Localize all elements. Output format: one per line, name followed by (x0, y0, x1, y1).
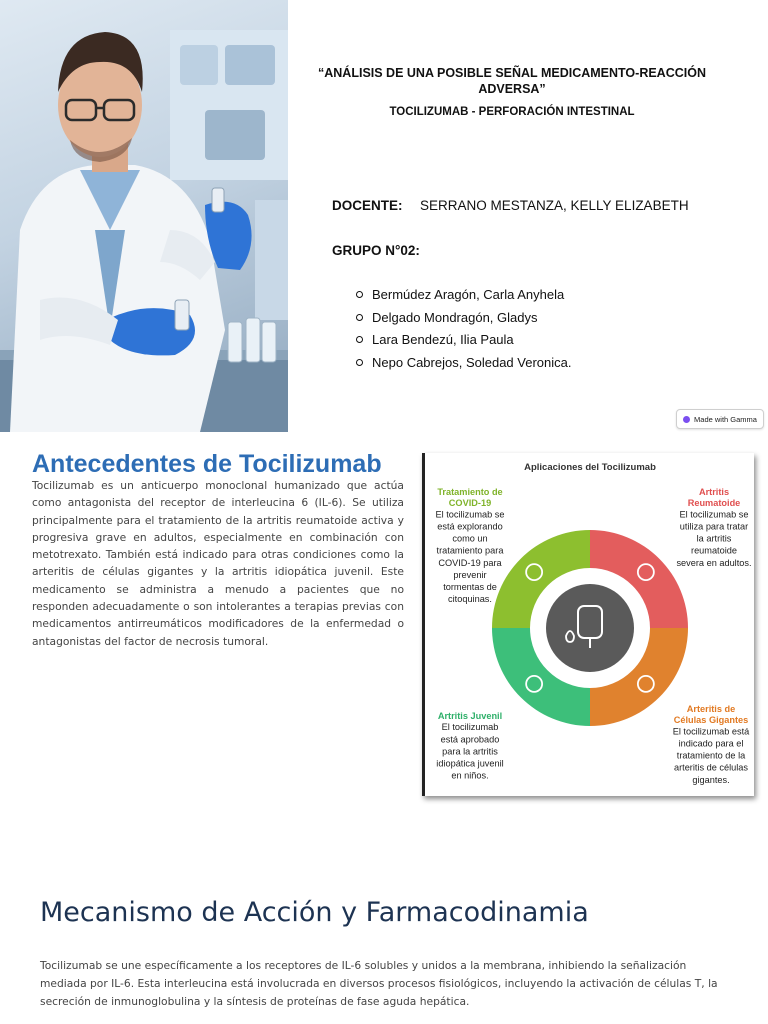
member-name: Lara Bendezú, Ilia Paula (372, 332, 514, 347)
segment-text: tormentas de (443, 582, 497, 592)
cover-photo (0, 0, 288, 432)
segment-text: está explorando (437, 521, 503, 532)
member-name: Bermúdez Aragón, Carla Anyhela (372, 287, 565, 302)
segment-text: arteritis de células (673, 762, 749, 773)
docente-name: SERRANO MESTANZA, KELLY ELIZABETH (420, 198, 689, 213)
segment-heading: Tratamiento de (437, 487, 503, 497)
bullet-icon (356, 291, 363, 298)
bullet-icon (356, 336, 363, 343)
segment-text: El tocilizumab (441, 722, 499, 733)
segment-text: idiopática juvenil (436, 758, 504, 769)
cover-title: “ANÁLISIS DE UNA POSIBLE SEÑAL MEDICAMENTO-REACCIÓN ADVERSA” (318, 66, 706, 96)
segment-text: para la artritis (442, 746, 498, 757)
segment-text: utiliza para tratar (679, 521, 749, 532)
member-item (355, 287, 571, 310)
segment-text: severa en adultos. (676, 557, 752, 568)
segment-text: la artritis (696, 533, 732, 544)
segment-text: indicado para el (678, 738, 744, 749)
segment-heading: Reumatoide (687, 498, 741, 509)
segment-text: como un (452, 533, 488, 544)
bullet-icon (356, 359, 363, 366)
member-name: Nepo Cabrejos, Soledad Veronica. (372, 354, 572, 370)
member-list (355, 287, 571, 377)
segment-heading: Artritis Juvenil (437, 711, 503, 721)
mecanismo-body: Tocilizumab se une específicamente a los receptores de IL-6 solubles y unidos a la membrana, inhibiendo la señalización mediada por IL-6. Esta interleucina está involucrada en diversos procesos fisiológicos, incluyendo la activación de células T, la secreción de inmunoglobulina y la síntesis de proteínas de fase aguda hepática. (40, 959, 718, 1008)
segment-text: está aprobado (440, 734, 500, 745)
segment-text: tratamiento de la (676, 750, 746, 761)
segment-heading: COVID-19 (448, 498, 492, 509)
aplicaciones-infographic (422, 453, 754, 796)
segment-text: prevenir (453, 569, 487, 580)
scientist-illustration (0, 0, 288, 432)
segment-text: El tocilizumab se (435, 509, 505, 520)
antecedentes-title: Antecedentes de Tocilizumab (32, 450, 382, 478)
segment-heading: Arteritis de (686, 704, 736, 714)
center-disk (546, 584, 634, 672)
made-with-gamma-badge[interactable] (676, 409, 764, 429)
mecanismo-title: Mecanismo de Acción y Farmacodinamia (40, 897, 589, 928)
segment-heading: Artritis (698, 487, 730, 497)
infographic-title: Aplicaciones del Tocilizumab (524, 462, 656, 473)
segment-text: COVID-19 para (438, 557, 502, 568)
infographic-svg (425, 453, 754, 796)
segment-text: en niños. (451, 770, 489, 781)
docente-label: DOCENTE: (332, 198, 403, 213)
grupo-label: GRUPO N°02: (332, 243, 420, 258)
member-item (355, 332, 571, 355)
antecedentes-body: Tocilizumab es un anticuerpo monoclonal humanizado que actúa como antagonista del receptor de interleucina 6 (IL-6). Se utiliza principalmente para el tratamiento de la artritis reumatoide activa y progresiva grave en adultos, especialmente en combinación con metotrexato. También está indicado para otras condiciones como la arteritis de células gigantes y la artritis idiopática juvenil. Este medicamento se administra a menudo a pacientes que no responden adecuadamente o son intolerantes a terapias previas con medicamentos antirreumáticos modificadores de la enfermedad o antagonistas del factor de necrosis tumoral. (32, 479, 404, 648)
segment-text: citoquinas. (448, 594, 492, 605)
member-item (355, 355, 571, 378)
gamma-icon (683, 416, 690, 423)
segment-text: reumatoide (691, 545, 737, 556)
segment-text: El tocilizumab se (679, 509, 749, 520)
segment-text: tratamiento para (436, 545, 504, 556)
made-with-gamma-label: Made with Gamma (694, 414, 757, 424)
cover-subtitle: TOCILIZUMAB - PERFORACIÓN INTESTINAL (389, 106, 635, 118)
bullet-icon (356, 314, 363, 321)
member-item (355, 310, 571, 333)
segment-text: gigantes. (692, 774, 730, 785)
member-name: Delgado Mondragón, Gladys (372, 309, 538, 325)
segment-heading: Células Gigantes (673, 715, 749, 726)
segment-text: El tocilizumab está (672, 726, 750, 737)
